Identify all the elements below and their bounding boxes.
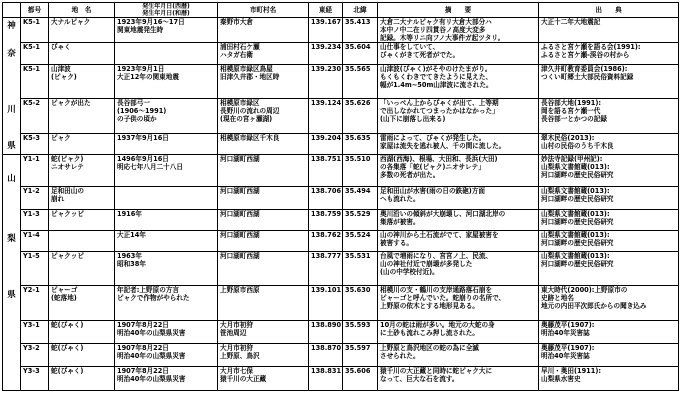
table-row [3, 344, 679, 367]
prefecture-char: 川 [7, 105, 16, 115]
header-row [3, 3, 679, 18]
row-date: 1923年9月1日 大正12年の関東地震 [115, 65, 218, 99]
row-date: 1907年8月22日 明治40年の山梨県災害 [115, 321, 218, 344]
row-source: 長谷部大地(1991): 岡を語る宮ケ瀬一代 長谷部一とかつの記録 [539, 99, 679, 134]
row-longitude: 138.831 [309, 367, 343, 391]
row-date: 1916年 [115, 210, 218, 231]
row-summary: 「いっぺん上からぴゃくが出て、上等期 で出しなかれてつまったかはなかった」 (山下に崩落し出来る) [378, 99, 539, 134]
row-code: Y1-1 [21, 155, 49, 187]
row-summary: 雷雨によって、ぴゃくが発生した。 家屋は流失を逃れ被人、千の間に流した。 [378, 134, 539, 155]
row-latitude: 35.413 [343, 18, 378, 43]
row-date: 年記者:上野原の方言 ピャクで作物がやられた [115, 286, 218, 321]
row-summary: 西湖(西海)、根場、大田和、長浜(大田) の各集落「蛇(ピャク)ニオサレテ」 多数の死者が出た。 [378, 155, 539, 187]
row-source: 妙法寺記録(甲州記): 山梨県文書館蔵(013): 河口湖畔の歴史民俗研究 [539, 155, 679, 187]
prefecture-label [3, 18, 21, 155]
row-source: 大正十二年大地震記 [539, 18, 679, 43]
row-source: 津久井町教育委員会(1986): つくい町郷土大部民俗資料記録 [539, 65, 679, 99]
row-summary: 10月の蛇は雨が多い。地元の大蛇の身 に土砂も流れこみ押し流された。 [378, 321, 539, 344]
table-row [3, 134, 679, 155]
row-date: 1907年8月22日 明治40年の山梨県災害 [115, 367, 218, 391]
row-longitude: 139.124 [309, 99, 343, 134]
row-latitude: 35.606 [343, 367, 378, 391]
row-city: 相模原市緑区鳥屋 旧津久井郡・地区時 [218, 65, 309, 99]
row-source: 早川・奥田(1911): 山梨県水害史 [539, 367, 679, 391]
row-city: 河口湖町西湖 [218, 155, 309, 187]
prefecture-char: 山 [7, 174, 16, 184]
row-date [115, 187, 218, 210]
row-latitude: 35.635 [343, 134, 378, 155]
row-date [115, 43, 218, 65]
row-date: 1923年9月16～17日 関東地震発生時 [115, 18, 218, 43]
row-summary: 山仕事をしていて、 びゃくがきて死者がでた。 [378, 43, 539, 65]
prefecture-name [3, 155, 20, 303]
table-row [3, 187, 679, 210]
table-row [3, 155, 679, 187]
row-source: 翠木民俗(2013): 山村の民俗のうち千木良 [539, 134, 679, 155]
row-city: 大月市七保 猿千川の大正藏 [218, 367, 309, 391]
row-summary: 台風で増雨になり、宮宮ノ上、民流、 山の神社付近で崩壊が多発した (山の中学校付近)。 [378, 252, 539, 286]
row-place [49, 231, 115, 252]
row-place: びゃく [49, 43, 115, 65]
row-date: 1937年9月16日 [115, 134, 218, 155]
prefecture-char: 奈 [7, 49, 16, 59]
table-row [3, 367, 679, 391]
row-longitude: 138.890 [309, 321, 343, 344]
row-latitude: 35.626 [343, 99, 378, 134]
table-row [3, 43, 679, 65]
row-latitude: 35.524 [343, 231, 378, 252]
prefecture-name [3, 18, 20, 154]
header-prefecture [3, 3, 21, 18]
row-place: ピャク [49, 134, 115, 155]
table-row [3, 321, 679, 344]
row-city: 秦野市大倉 [218, 18, 309, 43]
row-date: 大正14年 [115, 231, 218, 252]
header-longitude: 東経 [309, 3, 343, 18]
row-summary: 足和田山が水害(雨の日の鉄砲)方面 へも流れた。 [378, 187, 539, 210]
row-latitude: 35.593 [343, 321, 378, 344]
row-place: ピャーゴ (蛇落地) [49, 286, 115, 321]
row-city: 河口湖町西湖 [218, 231, 309, 252]
row-place: 蛇(ぴゃく) [49, 367, 115, 391]
row-latitude: 35.494 [343, 187, 378, 210]
row-source: 東大時代(2000):上野原市の 史跡と地名 地元の内田平次郎氏からの聞き込み [539, 286, 679, 321]
row-code: K5-3 [21, 134, 49, 155]
row-longitude: 139.167 [309, 18, 343, 43]
row-longitude: 138.706 [309, 187, 343, 210]
row-longitude: 139.230 [309, 65, 343, 99]
table-row [3, 286, 679, 321]
prefecture-char: 県 [7, 141, 16, 151]
prefecture-char: 梨 [7, 234, 16, 244]
prefecture-char: 神 [7, 21, 16, 31]
row-latitude: 35.597 [343, 344, 378, 367]
row-code: Y3-3 [21, 367, 49, 391]
row-longitude: 138.751 [309, 155, 343, 187]
row-latitude: 35.565 [343, 65, 378, 99]
document-table-wrapper [2, 2, 678, 398]
row-place: 大ナルピャク [49, 18, 115, 43]
row-city: 浦田村石ケ瀬 ハタガ右衛 [218, 43, 309, 65]
row-latitude: 35.531 [343, 252, 378, 286]
header-source: 出 典 [539, 3, 679, 18]
row-longitude: 138.762 [309, 231, 343, 252]
row-date: 長谷部弓一 (1906～1991) の子供の頃か [115, 99, 218, 134]
row-summary: 相模川の支・鶴川の支岸通路落石崩を ピャーゴと呼んでいた。蛇崩りの名所で、 上野原の依木とする地形見ある。 [378, 286, 539, 321]
row-code: Y1-4 [21, 231, 49, 252]
row-city: 河口湖町西湖 [218, 187, 309, 210]
row-latitude: 35.529 [343, 210, 378, 231]
row-longitude: 139.101 [309, 286, 343, 321]
row-code: K5-1 [21, 65, 49, 99]
row-code: K5-1 [21, 43, 49, 65]
row-source: ふるさと宮ケ瀬を語る会(1991): ふるさと宮ケ瀬-渓谷の村から [539, 43, 679, 65]
table-row [3, 252, 679, 286]
row-source: 山梨県文書館蔵(013): 河口湖畔の歴史民俗研究 [539, 252, 679, 286]
table-row [3, 18, 679, 43]
row-latitude: 35.630 [343, 286, 378, 321]
prefecture-char: 県 [7, 290, 16, 300]
row-place: 蛇(ぴゃく) [49, 344, 115, 367]
header-code: 都号 [21, 3, 49, 18]
row-latitude: 35.604 [343, 43, 378, 65]
row-city: 河口湖町西湖 [218, 210, 309, 231]
row-place: ピャクッピ [49, 252, 115, 286]
row-code: Y2-1 [21, 286, 49, 321]
row-city: 大月市初狩 上野原、鳥沢 [218, 344, 309, 367]
table-body [3, 18, 679, 391]
row-date: 1907年8月22日 明治40年の山梨県災害 [115, 344, 218, 367]
row-longitude: 138.777 [309, 252, 343, 286]
row-source: 山梨県文書館蔵(013): 河口湖畔の歴史民俗研究 [539, 187, 679, 210]
row-longitude: 139.234 [309, 43, 343, 65]
table-row [3, 65, 679, 99]
row-code: Y1-2 [21, 187, 49, 210]
row-summary: 奥川沿いの傾斜が大崩壊し、河口湖北岸の 集落が被害。 [378, 210, 539, 231]
row-code: Y3-1 [21, 321, 49, 344]
row-longitude: 138.870 [309, 344, 343, 367]
row-longitude: 139.204 [309, 134, 343, 155]
header-latitude: 北緯 [343, 3, 378, 18]
row-place: 蛇(ぴゃく) [49, 321, 115, 344]
row-city: 大月市初狩 笹池周辺 [218, 321, 309, 344]
header-date: 発生年月日(西暦) 発生年月日(和暦) [115, 3, 218, 18]
row-code: K5-1 [21, 18, 49, 43]
row-place: 蛇(ピャク) ニオサレテ [49, 155, 115, 187]
row-code: Y1-5 [21, 252, 49, 286]
row-source: 山梨県文書館蔵(013): 河口湖畔の歴史民俗研究 [539, 231, 679, 252]
row-source: 奥藤茂平(1907): 明治40年災害誌 [539, 344, 679, 367]
row-date: 1963年 昭和38年 [115, 252, 218, 286]
table-row [3, 231, 679, 252]
row-city: 河口湖町西湖 [218, 252, 309, 286]
row-place: 足和田山の 崩れ [49, 187, 115, 210]
row-summary: 大倉二大ナルピャク有リ大倉大部分ハ 本中ノ中二在リ四貫谷ノ高度大変多 記録。木等リニ向フノ大事件ガ起ツタリ。 [378, 18, 539, 43]
row-city: 相模原市緑区千木良 [218, 134, 309, 155]
row-city: 相模原市緑区 長野川の流れの周辺 (現在の宮ヶ瀬湖) [218, 99, 309, 134]
row-code: Y3-2 [21, 344, 49, 367]
row-place: 山津波 (ピャク) [49, 65, 115, 99]
row-latitude: 35.510 [343, 155, 378, 187]
row-summary: 山の神川から土石流がでて、家屋被害を 被害する。 [378, 231, 539, 252]
row-place: ピャクッピ [49, 210, 115, 231]
header-city: 市町村名 [218, 3, 309, 18]
row-place: ピャクが出た [49, 99, 115, 134]
row-summary: 猿千川の大正藏と同時に蛇ピャク大に なって、巨大な石を流す。 [378, 367, 539, 391]
disaster-records-table [2, 2, 679, 391]
row-source: 山梨県文書館蔵(013): 河口湖畔の歴史民俗研究 [539, 210, 679, 231]
row-source: 奥藤茂平(1907): 明治40年災害誌 [539, 321, 679, 344]
row-summary: 上野原と鳥沢地区の蛇の為に全滅 させられた。 [378, 344, 539, 367]
header-summary: 摘 要 [378, 3, 539, 18]
row-longitude: 138.759 [309, 210, 343, 231]
table-row [3, 99, 679, 134]
row-city: 上野原市西原 [218, 286, 309, 321]
row-code: K5-2 [21, 99, 49, 134]
prefecture-label [3, 155, 21, 391]
row-date: 1496年9月16日 明応七年八月二十八日 [115, 155, 218, 187]
row-code: Y1-3 [21, 210, 49, 231]
table-row [3, 210, 679, 231]
row-summary: 山津波(ぴゃく)がそやのけたまがり。 もくもくわきでてきたように見えた、 幅が1.4m~50m山津波に流された。 [378, 65, 539, 99]
header-place: 地 名 [49, 3, 115, 18]
